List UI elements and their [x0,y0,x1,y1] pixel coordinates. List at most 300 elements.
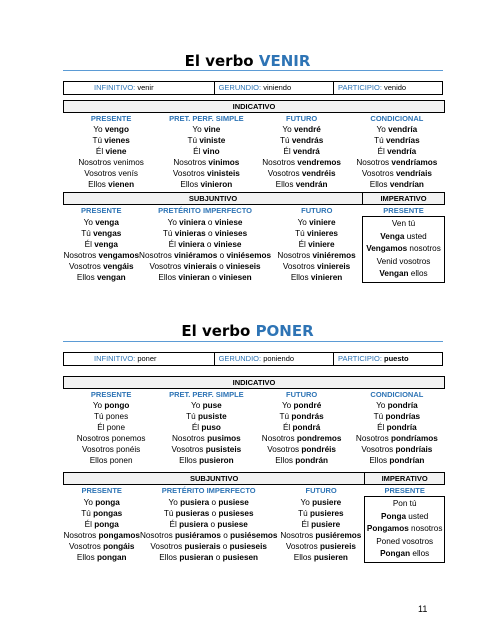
conjugation-row [64,400,445,411]
conjugation-text: Yo [93,125,105,134]
conjugation-text: pusiera [180,497,210,507]
conjugation-cell [139,261,271,272]
conjugation-text: Ellos [290,272,311,282]
conjugation-row [64,146,445,157]
conjugation-cell [64,217,140,228]
conjugation-text: vendréis [301,169,336,178]
conjugation-text: Yo [376,401,388,410]
conjugation-text: pusiere [311,519,341,529]
infinitivo-value: poner [137,354,157,363]
conjugation-cell [277,497,364,508]
conjugation-text: vinierais [183,261,217,271]
indicativo-table [63,376,445,466]
conjugation-text: vendrá [292,147,320,156]
conjugation-text: Vosotros [267,169,302,178]
conjugation-text: pusierais [184,541,221,551]
conjugation-text: pusieron [199,456,234,465]
conjugation-row [64,217,445,228]
conjugation-text: venga [94,239,118,249]
conjugation-text: viniste [199,136,226,145]
imperativo-line [363,231,444,244]
conjugation-text: Nosotros [277,250,313,260]
conjugation-text: Yo [281,401,294,410]
conjugation-cell [64,228,140,239]
conjugation-cell [254,124,349,135]
conjugation-text: vinieron [200,180,233,189]
gerundio-label: GERUNDIO: [218,354,262,363]
conjugation-cell [64,250,140,261]
conjugation-text: Nosotros [262,158,298,167]
conjugation-text: Yo [83,217,96,227]
column-header: FUTURO [305,486,337,496]
conjugation-cell [271,261,363,272]
conjugation-cell [139,217,271,228]
conjugation-text: Ellos [76,552,97,562]
conjugation-text: Ellos [179,456,200,465]
conjugation-cell [139,272,271,283]
conjugation-cell [349,146,444,157]
conjugation-text: o [204,239,214,249]
conjugation-text: pondrás [291,412,324,421]
conjugation-cell [254,135,349,146]
conjugation-cell [349,179,444,190]
conjugation-cell [64,508,140,519]
conjugation-text: pusiesen [222,552,259,562]
conjugation-cell [277,530,364,541]
conjugation-row [64,124,445,135]
conjugation-text: Ven [391,219,407,229]
conjugation-text: Nosotros [172,434,208,443]
conjugation-text: Él [168,239,179,249]
conjugation-text: vengas [93,228,122,238]
conjugation-text: pondréis [301,445,336,454]
conjugation-text: vengáis [103,261,134,271]
conjugation-text: Vosotros [171,445,206,454]
conjugation-text: vendría [387,147,417,156]
conjugation-text: pondrían [389,456,425,465]
conjugation-text: Él [169,519,180,529]
conjugation-text: Tú [81,228,94,238]
title-rule [63,70,443,71]
conjugation-text: pusieran [179,552,214,562]
conjugation-cell [159,433,254,444]
conjugation-text: pondrán [295,456,329,465]
imperativo-banner: IMPERATIVO [365,473,445,485]
subjuntivo-banner: SUBJUNTIVO [64,193,363,205]
column-header: PRESENTE [384,486,425,495]
conjugation-text: Ellos [159,552,180,562]
infinitivo-value: venir [137,83,154,92]
column-header: FUTURO [286,114,318,123]
conjugation-cell [64,261,140,272]
conjugation-cell [64,541,140,552]
verb-name: PONER [255,322,314,340]
infinitivo-label: INFINITIVO: [94,354,136,363]
conjugation-text: Pon tú [392,499,417,509]
conjugation-cell [349,444,444,455]
conjugation-text: pondría [387,401,418,410]
conjugation-text: Vengamos [366,244,408,254]
conjugation-text: Nosotros [261,434,297,443]
conjugation-text: pongamos [98,530,140,540]
conjugation-text: viniésemos [226,250,272,260]
header-row [64,113,445,125]
conjugation-cell [64,497,140,508]
conjugation-cell [64,135,159,146]
conjugation-text: Tú [295,228,307,238]
conjugation-cell [254,455,349,466]
verb-forms-row [63,352,443,366]
conjugation-cell [139,228,271,239]
conjugation-text: usted [406,511,429,521]
gerundio-value: viniendo [263,83,292,92]
column-header: CONDICIONAL [370,114,424,123]
conjugation-text: Él [377,423,387,432]
conjugation-text: Él [191,423,202,432]
conjugation-row [64,433,445,444]
conjugation-text: pusiere [312,497,342,507]
column-header: PRESENTE [90,390,132,399]
imperativo-line [365,498,444,511]
conjugation-text: pusieras [175,508,210,518]
conjugation-text: vino [202,147,220,156]
conjugation-text: o [213,552,223,562]
conjugation-text: vinieses [214,228,248,238]
conjugation-text: pusiste [197,412,227,421]
banner-row [64,101,445,113]
infinitivo-cell [64,82,214,94]
conjugation-cell [271,217,363,228]
conjugation-text: vinieren [310,272,343,282]
conjugation-cell [254,444,349,455]
conjugation-text: Vosotros [361,169,396,178]
conjugation-text: Ellos [275,180,296,189]
section-title [0,52,495,70]
conjugation-cell [159,168,254,179]
conjugation-cell [159,400,254,411]
conjugation-cell [159,157,254,168]
conjugation-text: Tú [279,412,292,421]
conjugation-text: Nosotros [173,158,209,167]
conjugation-row [64,168,445,179]
indicativo-banner: INDICATIVO [64,101,445,113]
conjugation-cell [64,179,159,190]
header-row [64,205,445,217]
conjugation-cell [349,400,444,411]
verb-name: VENIR [258,52,311,70]
conjugation-cell [277,508,364,519]
conjugation-text: viniera [178,239,205,249]
conjugation-text: Él [282,423,293,432]
column-header: PRETÉRITO IMPERFECTO [161,486,256,496]
conjugation-text: Tú [162,228,175,238]
conjugation-text: nosotros [408,524,443,534]
conjugation-text: o [220,530,231,540]
conjugation-text: pondríamos [390,434,438,443]
column-header: PRET. PERF. SIMPLE [169,390,244,399]
conjugation-cell [271,272,363,283]
conjugation-text: pusiese [218,497,249,507]
conjugation-text: pusiese [217,519,248,529]
conjugation-text: usted [404,231,427,241]
conjugation-text: o [220,541,230,551]
conjugation-cell [64,146,159,157]
participio-cell [333,353,442,365]
conjugation-text: Él [298,239,309,249]
conjugation-cell [277,552,364,563]
conjugation-cell [159,135,254,146]
conjugation-row [64,455,445,466]
conjugation-text: vendré [293,125,321,134]
conjugation-text: vendrías [385,136,420,145]
conjugation-text: vine [203,125,221,134]
conjugation-cell [64,552,140,563]
conjugation-text: vinimos [208,158,240,167]
conjugation-text: pusisteis [205,445,242,454]
title-rule [63,341,443,342]
conjugation-text: Nosotros [355,434,391,443]
conjugation-text: Venid vosotros [376,256,431,266]
header-row [64,485,445,497]
column-header: FUTURO [301,206,333,216]
conjugation-row [64,497,445,508]
conjugation-text: viniéramos [174,250,218,260]
conjugation-text: o [209,272,219,282]
conjugation-text: viniesen [218,272,252,282]
imperativo-cell [365,497,445,563]
conjugation-cell [139,250,271,261]
conjugation-text: Tú [187,136,200,145]
conjugation-text: viniéremos [312,250,356,260]
conjugation-text: o [216,261,226,271]
conjugation-text: vinieres [306,228,338,238]
conjugation-text: Nosotros venimos [78,158,144,167]
conjugation-text: venga [95,217,119,227]
imperativo-line [365,511,444,524]
indicativo-table [63,100,445,190]
conjugation-text: Nosotros [356,158,392,167]
conjugation-cell [277,541,364,552]
conjugation-text: Nosotros [63,250,99,260]
conjugation-text: Tú [81,508,94,518]
conjugation-cell [349,455,444,466]
conjugation-cell [140,530,277,541]
conjugation-text: Pongan [380,549,411,559]
conjugation-text: Nosotros [139,530,175,540]
conjugation-cell [271,239,363,250]
conjugation-text: vengamos [98,250,140,260]
conjugation-text: vienes [104,136,130,145]
column-header: FUTURO [286,390,318,399]
conjugation-text: Tú [280,136,292,145]
conjugation-text: Ellos [369,180,390,189]
header-row [64,389,445,401]
conjugation-cell [140,508,277,519]
conjugation-text: viniese [213,239,242,249]
imperativo-line [363,256,444,269]
conjugation-text: vinieran [178,272,210,282]
conjugation-text: Nosotros [280,530,316,540]
conjugation-cell [159,146,254,157]
column-header: PRESENTE [81,486,122,496]
gerundio-value: poniendo [263,354,295,363]
participio-label: PARTICIPIO: [338,354,382,363]
conjugation-text: vendríais [395,169,432,178]
conjugation-text: Él pone [97,423,126,432]
conjugation-cell [139,239,271,250]
participio-cell [333,82,442,94]
conjugation-text: vendrán [295,180,328,189]
conjugation-text: vendría [388,125,418,134]
banner-row [64,473,445,485]
conjugation-row [64,135,445,146]
conjugation-row [64,422,445,433]
conjugation-text: vendrían [389,180,424,189]
title-prefix: El verbo [181,322,256,340]
conjugation-text: Yo [376,125,389,134]
conjugation-text: vinieras [174,228,206,238]
conjugation-text: Vosotros [361,445,396,454]
gerundio-cell [214,82,333,94]
imperativo-line [363,268,444,281]
conjugation-cell [254,157,349,168]
imperativo-line [363,218,444,231]
conjugation-text: pusiéramos [175,530,221,540]
conjugation-text: o [205,217,215,227]
conjugation-text: puse [202,401,222,410]
imperativo-line [365,548,444,561]
participio-value: venido [384,83,407,92]
conjugation-text: tú [406,219,416,229]
conjugation-row [64,411,445,422]
conjugation-cell [349,411,444,422]
verb-forms-row [63,81,443,95]
conjugation-cell [254,411,349,422]
column-header: PRESENTE [383,206,424,215]
conjugation-text: Él [283,147,293,156]
conjugation-text: viniera [179,217,206,227]
conjugation-cell [64,422,159,433]
conjugation-text: Ellos [76,272,97,282]
conjugation-text: Tú [374,136,386,145]
conjugation-cell [159,179,254,190]
conjugation-cell [159,124,254,135]
conjugation-text: Vosotros [172,169,208,178]
conjugation-text: Ellos [88,180,109,189]
conjugation-cell [271,250,363,261]
section-title [0,322,495,340]
conjugation-cell [64,455,159,466]
conjugation-text: pongo [104,401,130,410]
conjugation-text: Nosotros ponemos [76,434,146,443]
gerundio-cell [214,353,333,365]
conjugation-cell [349,433,444,444]
conjugation-text: pongáis [103,541,135,551]
conjugation-text: Tú [298,508,310,518]
conjugation-cell [140,519,277,530]
subjuntivo-table [63,472,445,563]
conjugation-text: vengan [96,272,126,282]
column-header: PRESENTE [81,206,122,216]
subjuntivo-table [63,192,445,283]
conjugation-text: pondríais [395,445,433,454]
conjugation-text: pusiéremos [315,530,362,540]
conjugation-text: Vosotros ponéis [81,445,141,454]
participio-value: puesto [384,354,409,363]
title-prefix: El verbo [184,52,259,70]
conjugation-text: Vengan [379,269,409,279]
indicativo-banner: INDICATIVO [64,377,445,389]
conjugation-text: pusieren [313,552,348,562]
column-header: PRESENTE [90,114,132,123]
conjugation-cell [349,157,444,168]
conjugation-text: Tú [186,412,198,421]
conjugation-cell [254,422,349,433]
imperativo-banner: IMPERATIVO [363,193,445,205]
conjugation-text: ponga [95,497,120,507]
conjugation-text: pusiereis [319,541,356,551]
conjugation-text: Yo [168,497,181,507]
conjugation-cell [64,519,140,530]
conjugation-cell [64,272,140,283]
conjugation-text: pusieses [218,508,254,518]
conjugation-cell [140,552,277,563]
conjugation-text: vengo [104,125,129,134]
conjugation-cell [140,497,277,508]
conjugation-text: viniereis [317,261,351,271]
conjugation-cell [64,157,159,168]
conjugation-text: pusieres [309,508,344,518]
conjugation-text: ellos [408,269,428,279]
conjugation-text: o [208,519,218,529]
conjugation-text: pondrías [385,412,421,421]
conjugation-text: Venga [380,231,405,241]
conjugation-cell [64,239,140,250]
conjugation-text: Vosotros [149,261,184,271]
conjugation-text: Él [301,519,312,529]
conjugation-text: Yo [92,401,105,410]
imperativo-line [365,523,444,536]
banner-row [64,193,445,205]
conjugation-text: vienen [108,180,135,189]
conjugation-text: Vosotros [68,261,104,271]
conjugation-cell [159,444,254,455]
conjugation-text: Tú [92,136,105,145]
conjugation-text: ellos [410,549,430,559]
imperativo-line [365,536,444,549]
conjugation-text: Yo [167,217,180,227]
conjugation-text: viene [105,147,127,156]
conjugation-cell [64,124,159,135]
conjugation-text: Poned vosotros [376,536,434,546]
conjugation-text: Tú pones [94,412,129,421]
conjugation-text: vendrás [291,136,324,145]
conjugation-cell [271,228,363,239]
conjugation-cell [64,411,159,422]
conjugation-text: pondré [293,401,322,410]
conjugation-text: Ellos [180,180,201,189]
conjugation-row [64,157,445,168]
conjugation-text: pondrá [292,423,321,432]
conjugation-text: pusiésemos [230,530,278,540]
conjugation-cell [64,400,159,411]
conjugation-text: Ellos ponen [89,456,133,465]
conjugation-text: Él [377,147,388,156]
conjugation-text: vendríamos [391,158,438,167]
page-number: 11 [418,604,428,614]
conjugation-text: Vosotros [282,261,317,271]
conjugation-text: Yo [83,497,96,507]
